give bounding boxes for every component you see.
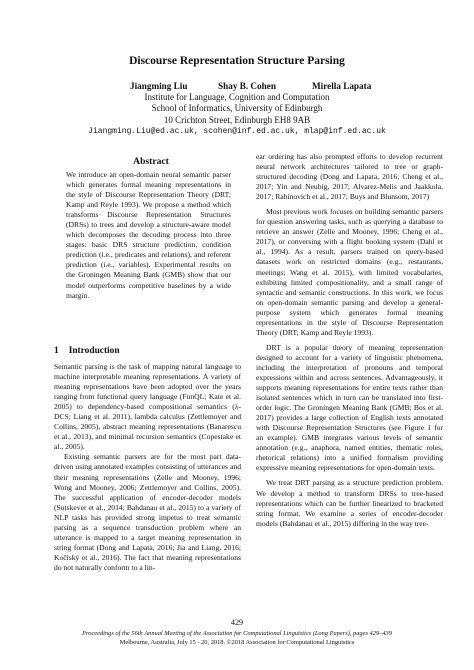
affiliation-line: 10 Crichton Street, Edinburgh EH8 9AB xyxy=(163,114,311,125)
paper-title: Discourse Representation Structure Parsing xyxy=(129,55,345,67)
right-column-body xyxy=(256,152,443,529)
affiliation-line: Institute for Language, Cognition and Computation xyxy=(144,92,330,102)
affiliation-block xyxy=(0,92,474,137)
page-number: 429 xyxy=(230,618,244,627)
abstract-text: We introduce an open-domain neural semantic parser which generates formal meaning representations in the style of Discourse Representation Theory (DRT; Kamp and Reyle 1993). We propose a method which transforms Discourse Representation Structures (DRSs) to trees and develop a structure-aware model which decomposes the decoding process into three stages: basic DRS structure prediction, condition prediction (i.e., predicates and relations), and referent prediction (i.e., variables). Experimental results on the Groningen Meaning Bank (GMB) show that our model outperforms competitive baselines by a wide margin. xyxy=(66,170,231,300)
footer-line: Melbourne, Australia, July 15 - 20, 2018. ©2018 Association for Computational Linguistics xyxy=(119,638,355,646)
paragraph: Most previous work focuses on building semantic parsers for question answering tasks, such as querying a database to retrieve an answer (Zelle and Mooney, 1996; Cheng et al., 2017), or conversing with a flight booking system (Dahl et al., 1994). As a result, parsers trained on query-based datasets work on restricted domains (e.g., restaurants, meetings; Wang et al. 2015), with limited vocabularies, exhibiting limited compositionality, and a small range of syntactic and semantic constructions. In this work, we focus on open-domain semantic parsing and develop a general-purpose system which generates formal meaning representations in the style of Discourse Representation Theory (DRT; Kamp and Reyle 1993). xyxy=(256,207,443,337)
affiliation-line: School of Informatics, University of Edinburgh xyxy=(151,103,323,114)
author-name: Mirella Lapata xyxy=(312,81,372,91)
footer-line: Proceedings of the 56th Annual Meeting of the Association for Computational Linguistics (Long Papers), pages 429–439 xyxy=(82,630,392,637)
paragraph: DRT is a popular theory of meaning representation designed to account for a variety of linguistic phenomena, including the interpretation of pronouns and temporal expressions within and across sentences. Advantageously, it supports meaning representations for entire texts rather than isolated sentences which in turn can be translated into first-order logic. The Groningen Meaning Bank (GMB; Bos et al. 2017) provides a large collection of English texts annotated with Discourse Representation Structures (see Figure 1 for an example). GMB integrates various levels of semantic annotation (e.g., anaphora, named entities, thematic roles, rhetorical relations) into a unified formalism providing expressive meaning representations for open-domain texts. xyxy=(256,342,443,473)
proceedings-footer xyxy=(0,630,474,647)
paragraph: Semantic parsing is the task of mapping natural language to machine interpretable meaning representations. A variety of meaning representations have been adopted over the years ranging from functional query language (FunQL; Kate et al. 2005) to dependency-based compositional semantics (λ-DCS; Liang et al. 2011), lambda calculus (Zettlemoyer and Collins, 2005), abstract meaning representations (Banarescu et al., 2013), and minimal recursion semantics (Copestake et al., 2005). xyxy=(54,362,241,452)
abstract-heading: Abstract xyxy=(133,156,169,167)
paragraph: Existing semantic parsers are for the most part data-driven using annotated examples consisting of utterances and their meaning representations (Zelle and Mooney, 1996; Wong and Mooney, 2006; Zettlemoyer and Collins, 2005). The successful application of encoder-decoder models (Sutskever et al., 2014; Bahdanau et al., 2015) to a variety of NLP tasks has provided strong impetus to treat semantic parsing as a sequence transduction problem where an utterance is mapped to a target meaning representation in string format (Dong and Lapata, 2016; Jia and Liang, 2016; Kočiský et al., 2016). The fact that meaning representations do not naturally conform to a lin- xyxy=(54,452,241,572)
author-name: Jiangming Liu xyxy=(130,81,188,91)
paragraph: We treat DRT parsing as a structure prediction problem. We develop a method to transform DRSs to tree-based representations which can be further linearized to bracketed string format. We examine a series of encoder-decoder models (Bahdanau et al., 2015) differing in the way tree- xyxy=(256,478,443,528)
abstract-body xyxy=(66,170,231,301)
paragraph: ear ordering has also prompted efforts to develop recurrent neural network architectures tailored to tree or graph-structured decoding (Dong and Lapata, 2016; Cheng et al., 2017; Yin and Neubig, 2017; Alvarez-Melis and Jaakkola, 2017; Rabinovich et al., 2017; Buys and Blunsom, 2017) xyxy=(256,152,443,202)
author-emails: Jiangming.Liu@ed.ac.uk, scohen@inf.ed.ac.uk, mlap@inf.ed.ac.uk xyxy=(88,126,386,136)
section-heading xyxy=(54,346,120,356)
section-title: Introduction xyxy=(68,346,120,356)
section-number: 1 xyxy=(54,346,59,356)
author-name: Shay B. Cohen xyxy=(218,81,276,91)
left-column-body xyxy=(54,362,241,573)
